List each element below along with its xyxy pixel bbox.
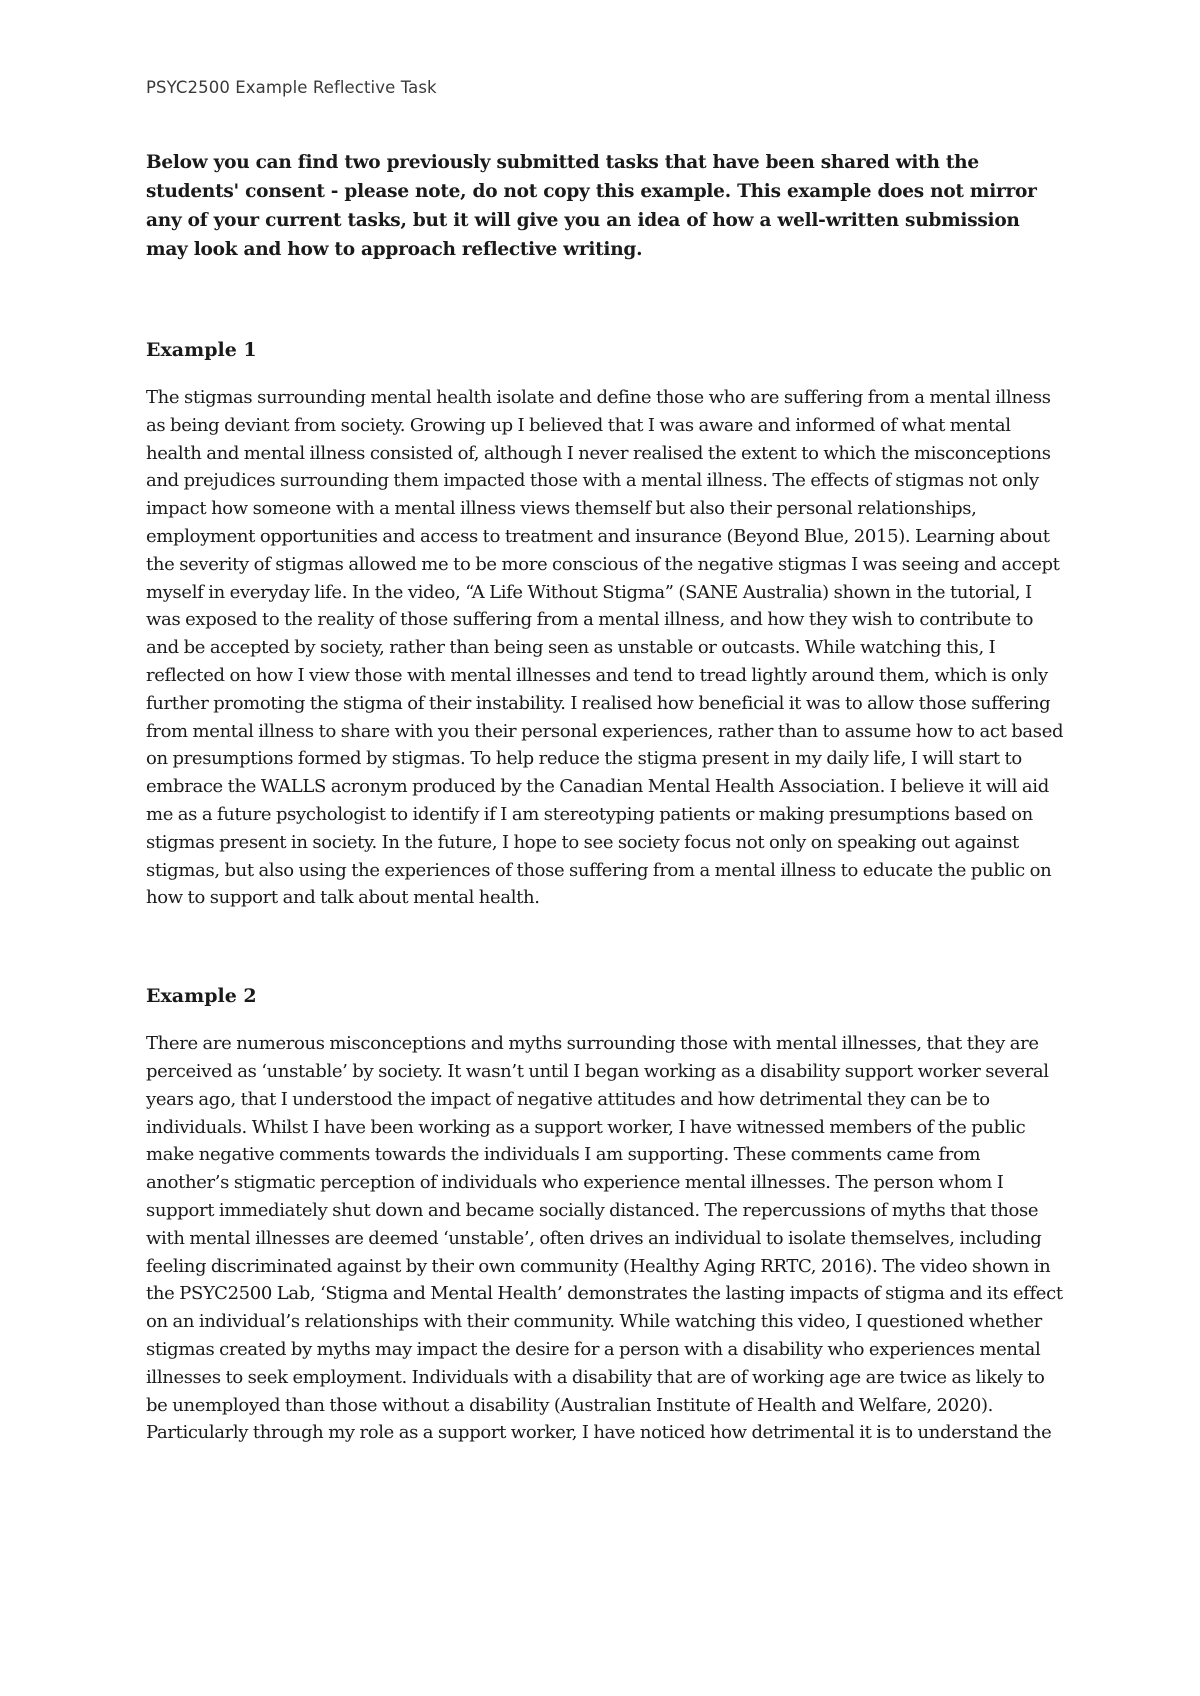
- example-1-body: The stigmas surrounding mental health isolate and define those who are suffering from a mental illness as being deviant from society. Growing up I believed that I was aware and informed of what mental health and mental illness consisted of, although I never realised the extent to which the misconceptions and prejudices surrounding them impacted those with a mental illness. The effects of stigmas not only impact how someone with a mental illness views themself but also their personal relationships, employment opportunities and access to treatment and insurance (Beyond Blue, 2015). Learning about the severity of stigmas allowed me to be more conscious of the negative stigmas I was seeing and accept myself in everyday life. In the video, “A Life Without Stigma” (SANE Australia) shown in the tutorial, I was exposed to the reality of those suffering from a mental illness, and how they wish to contribute to and be accepted by society, rather than being seen as unstable or outcasts. While watching this, I reflected on how I view those with mental illnesses and tend to tread lightly around them, which is only further promoting the stigma of their instability. I realised how beneficial it was to allow those suffering from mental illness to share with you their personal experiences, rather than to assume how to act based on presumptions formed by stigmas. To help reduce the stigma present in my daily life, I will start to embrace the WALLS acronym produced by the Canadian Mental Health Association. I believe it will aid me as a future psychologist to identify if I am stereotyping patients or making presumptions based on stigmas present in society. In the future, I hope to see society focus not only on speaking out against stigmas, but also using the experiences of those suffering from a mental illness to educate the public on how to support and talk about mental health.: [146, 387, 1064, 909]
- example-1-heading: Example 1: [146, 339, 257, 361]
- intro-paragraph: Below you can find two previously submitted tasks that have been shared with the students' consent - please note, do not copy this example. This example does not mirror any of your current tasks, but it will give you an idea of how a well-written submission may look and how to approach reflective writing.: [146, 152, 1037, 260]
- running-header: PSYC2500 Example Reflective Task: [146, 78, 437, 97]
- example-1-section: [146, 336, 1066, 912]
- example-2-body: There are numerous misconceptions and myths surrounding those with mental illnesses, that they are perceived as ‘unstable’ by society. It wasn’t until I began working as a disability support worker several years ago, that I understood the impact of negative attitudes and how detrimental they can be to individuals. Whilst I have been working as a support worker, I have witnessed members of the public make negative comments towards the individuals I am supporting. These comments came from another’s stigmatic perception of individuals who experience mental illnesses. The person whom I support immediately shut down and became socially distanced. The repercussions of myths that those with mental illnesses are deemed ‘unstable’, often drives an individual to isolate themselves, including feeling discriminated against by their own community (Healthy Aging RRTC, 2016). The video shown in the PSYC2500 Lab, ‘Stigma and Mental Health’ demonstrates the lasting impacts of stigma and its effect on an individual’s relationships with their community. While watching this video, I questioned whether stigmas created by myths may impact the desire for a person with a disability who experiences mental illnesses to seek employment. Individuals with a disability that are of working age are twice as likely to be unemployed than those without a disability (Australian Institute of Health and Welfare, 2020). Particularly through my role as a support worker, I have noticed how detrimental it is to understand the: [146, 1033, 1063, 1444]
- example-2-section: [146, 982, 1066, 1447]
- document-body: [146, 148, 1066, 1447]
- example-2-heading: Example 2: [146, 985, 257, 1008]
